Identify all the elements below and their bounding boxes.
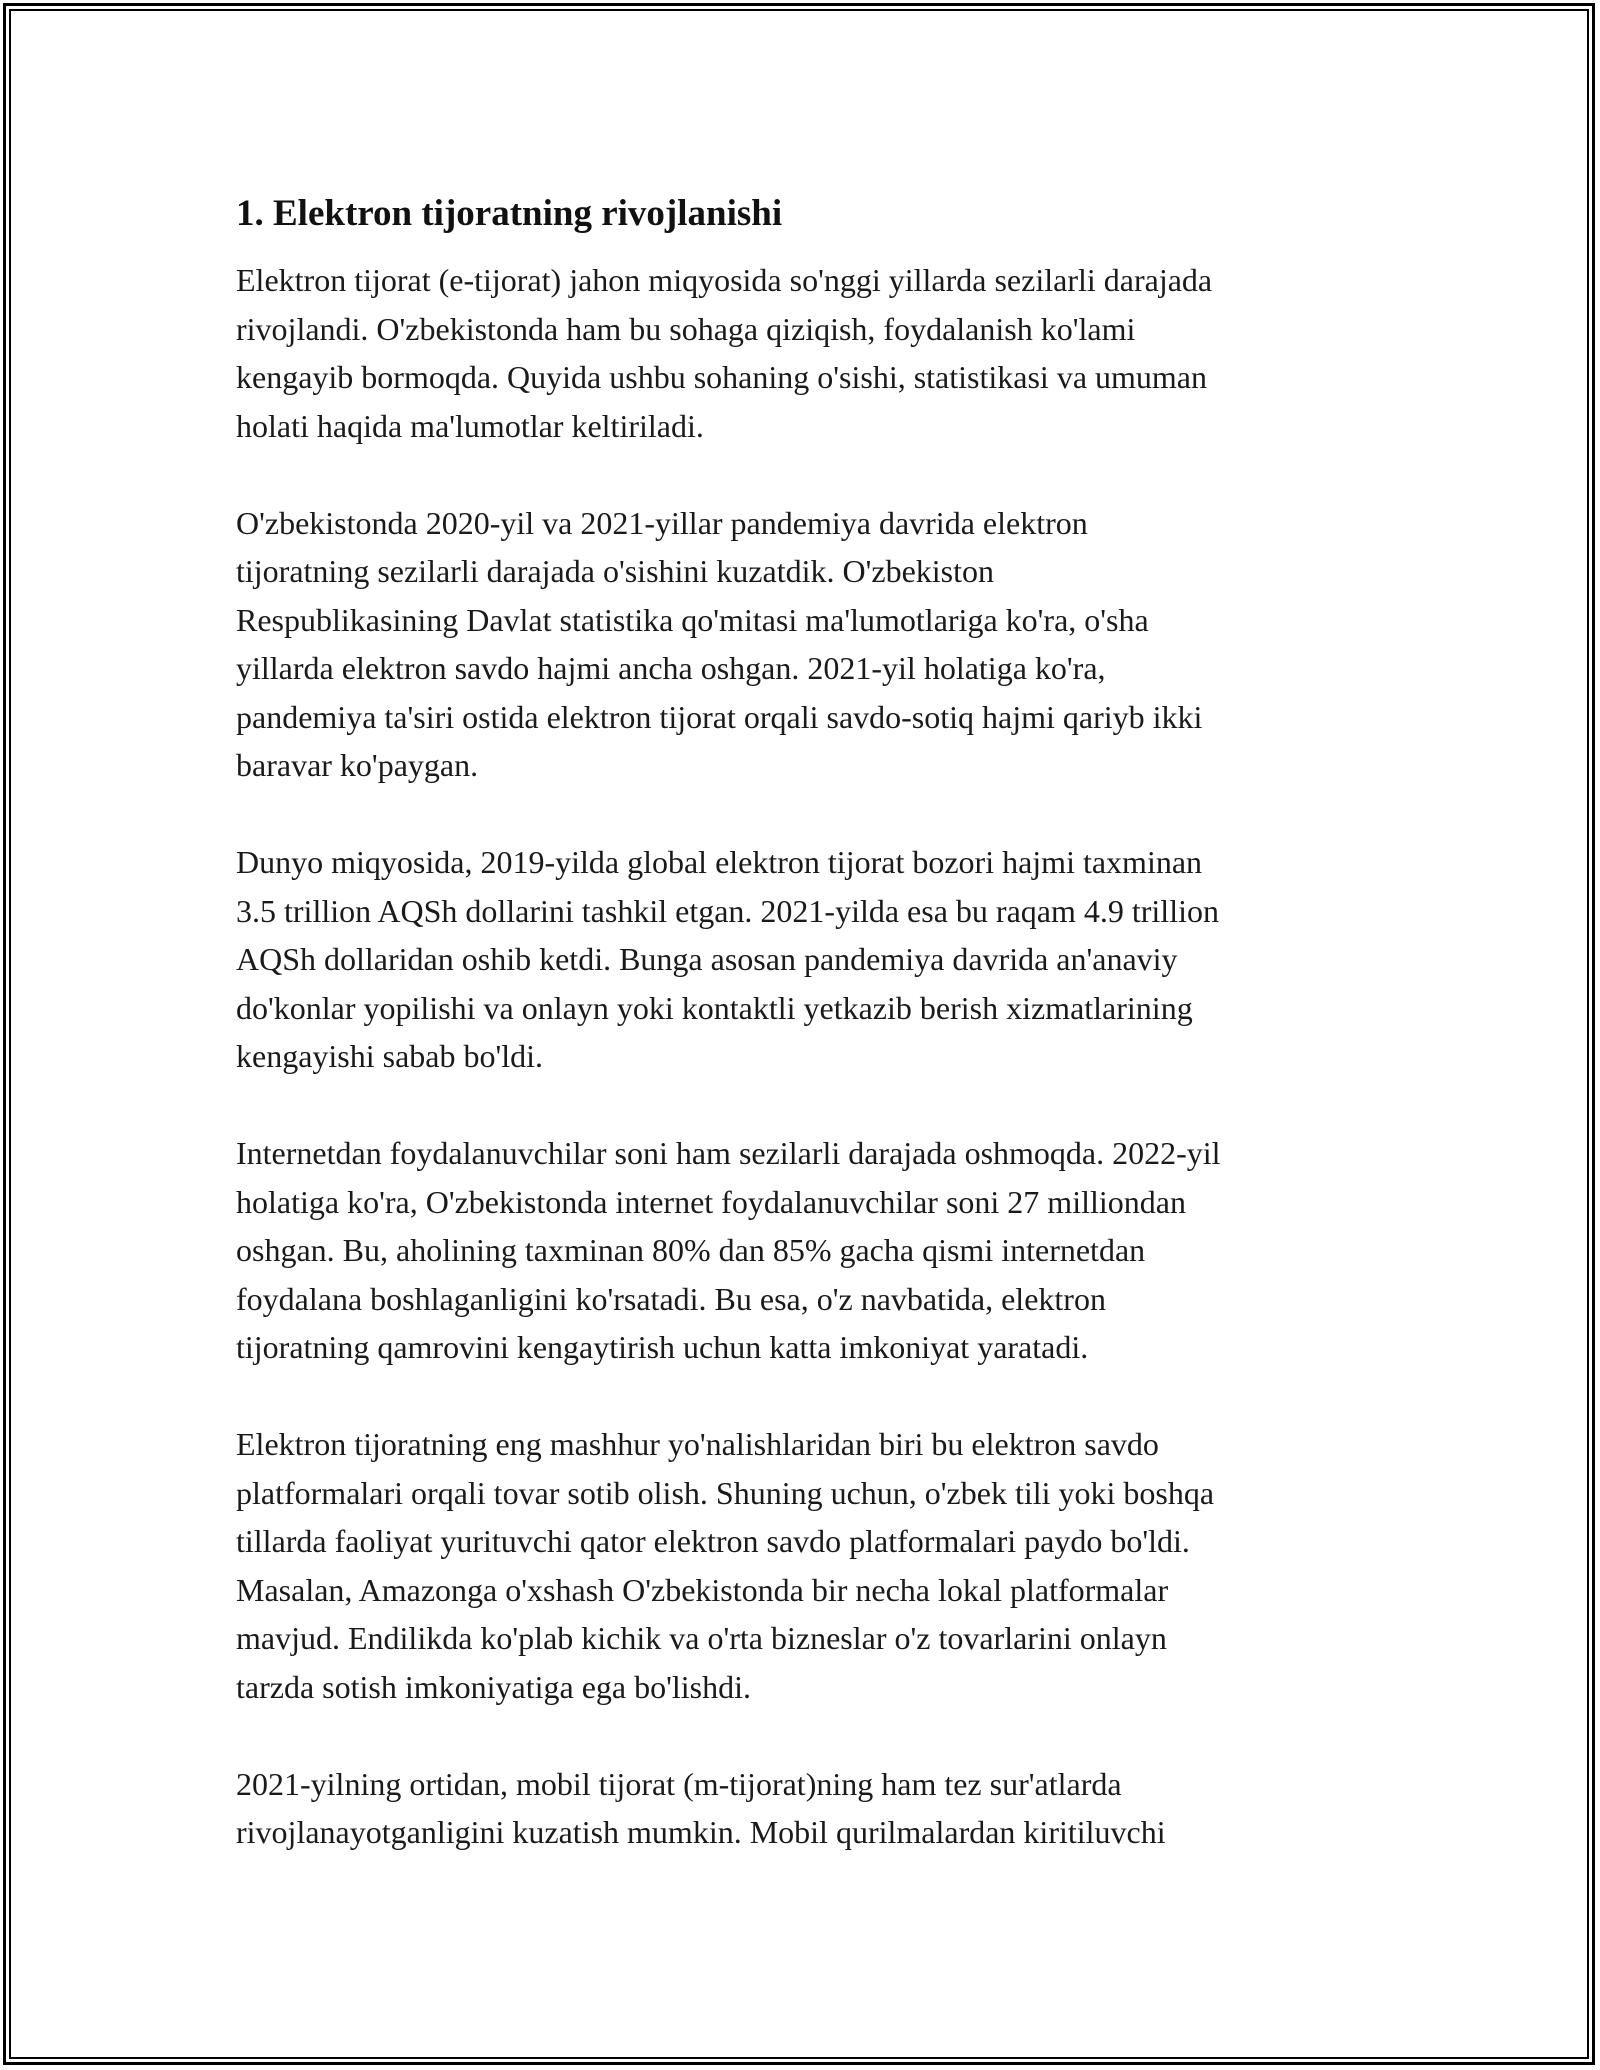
text-line: kengayishi sabab bo'ldi. — [236, 1038, 544, 1074]
text-line: yillarda elektron savdo hajmi ancha oshgan. 2021-yil holatiga ko'ra, — [236, 650, 1106, 686]
paragraph-intro — [236, 256, 1376, 450]
text-line: 2021-yilning ortidan, mobil tijorat (m-tijorat)ning ham tez sur'atlarda — [236, 1765, 1122, 1802]
text-line: rivojlanayotganligini kuzatish mumkin. Mobil qurilmalardan kiritiluvchi — [236, 1814, 1166, 1850]
text-line: Internetdan foydalanuvchilar soni ham sezilarli darajada oshmoqda. 2022-yil — [236, 1135, 1221, 1171]
text-line: AQSh dollaridan oshib ketdi. Bunga asosan pandemiya davrida an'anaviy — [236, 941, 1178, 977]
text-line: tarzda sotish imkoniyatiga ega bo'lishdi. — [236, 1668, 751, 1705]
document-body — [236, 184, 1376, 1905]
text-line: tijoratning qamrovini kengaytirish uchun katta imkoniyat yaratadi. — [236, 1329, 1089, 1365]
section-heading: 1. Elektron tijoratning rivojlanishi — [236, 193, 783, 234]
text-line: kengayib bormoqda. Quyida ushbu sohaning o'sishi, statistikasi va umuman — [236, 359, 1207, 395]
text-line: tillarda faoliyat yurituvchi qator elektron savdo platformalari paydo bo'ldi. — [236, 1523, 1190, 1559]
paragraph-platforms — [236, 1420, 1376, 1711]
text-line: pandemiya ta'siri ostida elektron tijorat orqali savdo-sotiq hajmi qariyb ikki — [236, 698, 1203, 735]
paragraph-internet-users — [236, 1129, 1376, 1372]
text-line: tijoratning sezilarli darajada o'sishini kuzatdik. O'zbekiston — [236, 553, 994, 589]
text-line: O'zbekistonda 2020-yil va 2021-yillar pandemiya davrida elektron — [236, 504, 1088, 541]
text-line: platformalari orqali tovar sotib olish. Shuning uchun, o'zbek tili yoki boshqa — [236, 1474, 1215, 1511]
text-line: rivojlandi. O'zbekistonda ham bu sohaga qiziqish, foydalanish ko'lami — [236, 310, 1136, 347]
paragraph-mobile-commerce — [236, 1760, 1376, 1857]
text-line: Elektron tijorat (e-tijorat) jahon miqyosida so'nggi yillarda sezilarli darajada — [236, 262, 1213, 298]
text-line: do'konlar yopilishi va onlayn yoki kontaktli yetkazib berish xizmatlarining — [236, 989, 1193, 1026]
text-line: Respublikasining Davlat statistika qo'mitasi ma'lumotlariga ko'ra, o'sha — [236, 601, 1149, 638]
text-line: holatiga ko'ra, O'zbekistonda internet foydalanuvchilar soni 27 milliondan — [236, 1183, 1186, 1220]
text-line: Elektron tijoratning eng mashhur yo'nalishlaridan biri bu elektron savdo — [236, 1426, 1159, 1462]
text-line: oshgan. Bu, aholining taxminan 80% dan 85% gacha qismi internetdan — [236, 1232, 1146, 1268]
text-line: baravar ko'paygan. — [236, 747, 479, 783]
paragraph-global-market — [236, 838, 1376, 1081]
text-line: mavjud. Endilikda ko'plab kichik va o'rta bizneslar o'z tovarlarini onlayn — [236, 1620, 1167, 1656]
text-line: Masalan, Amazonga o'xshash O'zbekistonda bir necha lokal platformalar — [236, 1571, 1169, 1608]
text-line: 3.5 trillion AQSh dollarini tashkil etgan. 2021-yilda esa bu raqam 4.9 trillion — [236, 892, 1219, 929]
text-line: Dunyo miqyosida, 2019-yilda global elektron tijorat bozori hajmi taxminan — [236, 844, 1203, 880]
text-line: holati haqida ma'lumotlar keltiriladi. — [236, 407, 704, 444]
text-line: foydalana boshlaganligini ko'rsatadi. Bu esa, o'z navbatida, elektron — [236, 1280, 1106, 1317]
paragraph-pandemic-growth — [236, 499, 1376, 790]
